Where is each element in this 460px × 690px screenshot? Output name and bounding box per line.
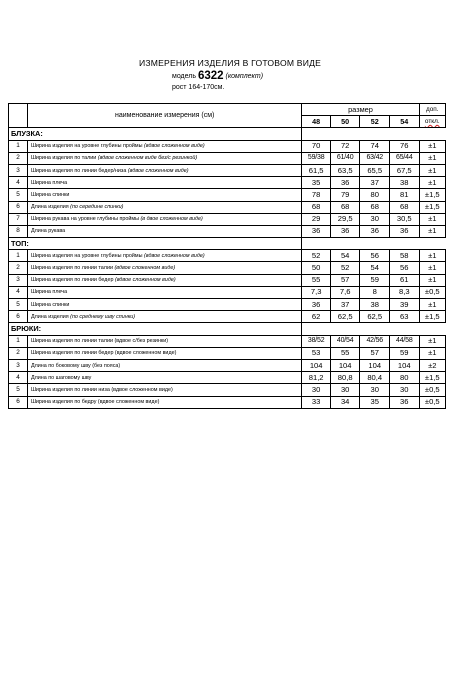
row-number: 3	[9, 164, 28, 176]
measurement-name	[27, 262, 301, 274]
table-row	[9, 164, 446, 176]
header-dop-cell: доп.	[419, 104, 445, 116]
value-cell: 30	[360, 213, 390, 225]
section-title: ТОП:	[9, 238, 302, 250]
value-cell: 52	[330, 262, 360, 274]
measurement-name	[27, 347, 301, 359]
empty-cell	[360, 323, 390, 335]
model-prefix: модель	[172, 73, 197, 80]
value-cell: 36	[302, 225, 330, 237]
row-number: 1	[9, 140, 28, 152]
value-cell: 8	[360, 286, 390, 298]
tolerance-cell: ±1,5	[419, 189, 445, 201]
measurement-label: Ширина плеча	[30, 179, 68, 186]
value-cell: 57	[360, 347, 390, 359]
value-cell: 54	[330, 250, 360, 262]
measurement-label: Ширина изделия на уровне глубины проймы	[30, 143, 144, 150]
size-cell: 52	[360, 116, 390, 128]
measurement-note: (вдвое сложенном виде)	[143, 143, 205, 150]
value-cell: 44/58	[389, 335, 419, 347]
measurement-label: Ширина изделия по линии низа (вдвое сложенном виде)	[30, 386, 173, 393]
value-cell: 56	[360, 250, 390, 262]
value-cell: 80	[360, 189, 390, 201]
measurement-label: Ширина спинки	[30, 301, 70, 308]
value-cell: 70	[302, 140, 330, 152]
tolerance-cell: ±0,5	[419, 384, 445, 396]
value-cell: 61	[389, 274, 419, 286]
table-row	[9, 140, 446, 152]
value-cell: 30	[389, 384, 419, 396]
table-row	[9, 201, 446, 213]
value-cell: 29,5	[330, 213, 360, 225]
tolerance-cell: ±1	[419, 335, 445, 347]
tolerance-cell: ±1	[419, 274, 445, 286]
value-cell: 55	[302, 274, 330, 286]
measurement-name	[27, 213, 301, 225]
value-cell: 59	[389, 347, 419, 359]
row-number: 8	[9, 225, 28, 237]
measurement-note: (вдвое сложенном виде)	[143, 252, 205, 259]
model-number: 6322	[197, 70, 224, 82]
tolerance-cell: ±0,5	[419, 286, 445, 298]
value-cell: 36	[330, 225, 360, 237]
otkl-label: откл.	[424, 117, 440, 125]
value-cell: 37	[360, 177, 390, 189]
measurement-note: (по среднему шву спинки)	[70, 313, 136, 320]
row-number: 2	[9, 262, 28, 274]
row-number: 1	[9, 250, 28, 262]
value-cell: 104	[330, 359, 360, 371]
value-cell: 33	[302, 396, 330, 408]
row-number: 7	[9, 213, 28, 225]
empty-cell	[302, 323, 330, 335]
measurement-name	[27, 286, 301, 298]
value-cell: 80	[389, 372, 419, 384]
value-cell: 68	[330, 201, 360, 213]
measurement-label: Длина рукава	[30, 228, 66, 235]
empty-cell	[330, 323, 360, 335]
measurement-label: Ширина изделия по линии талии (вдвое с/без резинки)	[30, 338, 169, 345]
tolerance-cell: ±1,5	[419, 201, 445, 213]
value-cell: 63	[389, 311, 419, 323]
measurement-note: (в двое сложенном виде)	[140, 216, 203, 223]
value-cell: 7,6	[330, 286, 360, 298]
value-cell: 80,4	[360, 372, 390, 384]
measurement-label: Ширина изделия по талии	[30, 155, 98, 162]
value-cell: 30,5	[389, 213, 419, 225]
measurement-label: Длина изделия	[30, 204, 71, 211]
measurement-note: (вдвое сложенном виде без/с резинкой)	[97, 155, 198, 162]
value-cell: 42/56	[360, 335, 390, 347]
value-cell: 65,5	[360, 164, 390, 176]
value-cell: 72	[330, 140, 360, 152]
tolerance-cell: ±1	[419, 213, 445, 225]
measurement-name	[27, 372, 301, 384]
value-cell: 8,3	[389, 286, 419, 298]
row-number: 4	[9, 286, 28, 298]
measurement-label: Ширина изделия по линии бедер/низа	[30, 167, 128, 174]
row-number: 3	[9, 359, 28, 371]
empty-cell	[419, 128, 445, 140]
tolerance-cell: ±2	[419, 359, 445, 371]
table-row	[9, 311, 446, 323]
measurement-name	[27, 189, 301, 201]
value-cell: 80,8	[330, 372, 360, 384]
table-header-row	[9, 104, 446, 116]
empty-cell	[389, 323, 419, 335]
tolerance-cell: ±1	[419, 250, 445, 262]
tolerance-cell: ±1	[419, 225, 445, 237]
value-cell: 36	[389, 225, 419, 237]
value-cell: 29	[302, 213, 330, 225]
model-suffix: (комплект)	[225, 73, 264, 80]
measurement-note: (вдвое сложенном виде)	[127, 167, 189, 174]
measurement-name	[27, 335, 301, 347]
value-cell: 36	[302, 299, 330, 311]
tolerance-cell: ±1	[419, 347, 445, 359]
value-cell: 76	[389, 140, 419, 152]
measurement-name	[27, 311, 301, 323]
table-row	[9, 250, 446, 262]
empty-cell	[302, 238, 330, 250]
table-row	[9, 262, 446, 274]
tolerance-cell: ±1	[419, 140, 445, 152]
value-cell: 53	[302, 347, 330, 359]
table-row	[9, 359, 446, 371]
value-cell: 68	[302, 201, 330, 213]
tolerance-cell: ±1	[419, 152, 445, 164]
value-cell: 81	[389, 189, 419, 201]
measurement-label: Ширина рукава на уровне глубины проймы	[30, 216, 141, 223]
row-number: 6	[9, 201, 28, 213]
header-name-cell: наименование измерения (см)	[27, 104, 301, 128]
table-row	[9, 396, 446, 408]
value-cell: 37	[330, 299, 360, 311]
value-cell: 36	[360, 225, 390, 237]
measurement-name	[27, 384, 301, 396]
measurement-note: (вдвое сложенном виде)	[114, 277, 176, 284]
table-row	[9, 274, 446, 286]
value-cell: 62,5	[330, 311, 360, 323]
tolerance-cell: ±1	[419, 164, 445, 176]
value-cell: 7,3	[302, 286, 330, 298]
tolerance-cell: ±1	[419, 262, 445, 274]
value-cell: 52	[302, 250, 330, 262]
measurement-label: Длина изделия	[30, 313, 71, 320]
value-cell: 104	[360, 359, 390, 371]
value-cell: 58	[389, 250, 419, 262]
value-cell: 30	[330, 384, 360, 396]
tolerance-cell: ±1,5	[419, 372, 445, 384]
table-row	[9, 152, 446, 164]
measurements-table	[8, 103, 446, 409]
empty-cell	[419, 238, 445, 250]
value-cell: 38	[360, 299, 390, 311]
value-cell: 50	[302, 262, 330, 274]
measurement-name	[27, 250, 301, 262]
row-number: 4	[9, 372, 28, 384]
table-row	[9, 213, 446, 225]
value-cell: 30	[302, 384, 330, 396]
measurement-label: Длина по боковому шву (без пояса)	[30, 362, 121, 369]
measurement-label: Ширина изделия по бедру (вдвое сложенном виде)	[30, 399, 160, 406]
section-row	[9, 238, 446, 250]
value-cell: 38/52	[302, 335, 330, 347]
tolerance-cell: ±1	[419, 299, 445, 311]
value-cell: 104	[389, 359, 419, 371]
empty-cell	[330, 128, 360, 140]
header-size-cell: размер	[302, 104, 419, 116]
empty-cell	[302, 128, 330, 140]
measurement-name	[27, 359, 301, 371]
empty-cell	[360, 238, 390, 250]
value-cell: 57	[330, 274, 360, 286]
measurement-note: (по середине спинки)	[70, 204, 124, 211]
section-row	[9, 323, 446, 335]
document-title: ИЗМЕРЕНИЯ ИЗДЕЛИЯ В ГОТОВОМ ВИДЕ	[138, 58, 322, 68]
value-cell: 35	[302, 177, 330, 189]
value-cell: 81,2	[302, 372, 330, 384]
section-row	[9, 128, 446, 140]
measurement-name	[27, 164, 301, 176]
row-number: 2	[9, 347, 28, 359]
measurement-name	[27, 177, 301, 189]
measurement-label: Ширина спинки	[30, 191, 70, 198]
value-cell: 34	[330, 396, 360, 408]
measurement-label: Ширина изделия по линии бедер (вдвое сложенном виде)	[30, 350, 177, 357]
value-cell: 74	[360, 140, 390, 152]
header-otkl-cell	[419, 116, 445, 128]
size-cell: 54	[389, 116, 419, 128]
header-number-cell	[9, 104, 28, 128]
value-cell: 68	[389, 201, 419, 213]
measurement-label: Ширина изделия на уровне глубины проймы	[30, 252, 144, 259]
empty-cell	[330, 238, 360, 250]
measurement-name	[27, 201, 301, 213]
model-line	[172, 70, 263, 82]
value-cell: 35	[360, 396, 390, 408]
row-number: 3	[9, 274, 28, 286]
measurement-name	[27, 396, 301, 408]
value-cell: 38	[389, 177, 419, 189]
row-number: 1	[9, 335, 28, 347]
value-cell: 63,5	[330, 164, 360, 176]
row-number: 4	[9, 177, 28, 189]
row-number: 5	[9, 189, 28, 201]
measurement-name	[27, 225, 301, 237]
value-cell: 78	[302, 189, 330, 201]
value-cell: 36	[330, 177, 360, 189]
table-row	[9, 189, 446, 201]
table-row	[9, 372, 446, 384]
table-row	[9, 335, 446, 347]
measurement-name	[27, 299, 301, 311]
tolerance-cell: ±1,5	[419, 311, 445, 323]
value-cell: 55	[330, 347, 360, 359]
value-cell: 79	[330, 189, 360, 201]
value-cell: 40/54	[330, 335, 360, 347]
value-cell: 65/44	[389, 152, 419, 164]
value-cell: 61,5	[302, 164, 330, 176]
table-row	[9, 384, 446, 396]
measurement-label: Ширина плеча	[30, 289, 68, 296]
value-cell: 67,5	[389, 164, 419, 176]
row-number: 6	[9, 311, 28, 323]
measurement-label: Длина по шаговому шву	[30, 374, 92, 381]
value-cell: 62,5	[360, 311, 390, 323]
height-line: рост 164-170см.	[172, 84, 225, 91]
value-cell: 63/42	[360, 152, 390, 164]
value-cell: 59	[360, 274, 390, 286]
value-cell: 61/40	[330, 152, 360, 164]
value-cell: 36	[389, 396, 419, 408]
tolerance-cell: ±1	[419, 177, 445, 189]
table-row	[9, 347, 446, 359]
value-cell: 39	[389, 299, 419, 311]
value-cell: 54	[360, 262, 390, 274]
row-number: 6	[9, 396, 28, 408]
size-cell: 50	[330, 116, 360, 128]
section-title: БЛУЗКА:	[9, 128, 302, 140]
row-number: 2	[9, 152, 28, 164]
table-row	[9, 225, 446, 237]
table-row	[9, 286, 446, 298]
empty-cell	[389, 128, 419, 140]
measurement-note: (вдвое сложенном виде)	[114, 265, 176, 272]
measurement-label: Ширина изделия по линии талии	[30, 265, 115, 272]
value-cell: 59/38	[302, 152, 330, 164]
value-cell: 56	[389, 262, 419, 274]
value-cell: 104	[302, 359, 330, 371]
table-row	[9, 299, 446, 311]
empty-cell	[360, 128, 390, 140]
value-cell: 68	[360, 201, 390, 213]
row-number: 5	[9, 299, 28, 311]
measurement-name	[27, 152, 301, 164]
empty-cell	[419, 323, 445, 335]
measurement-name	[27, 140, 301, 152]
measurement-name	[27, 274, 301, 286]
measurement-label: Ширина изделия по линии бедер	[30, 277, 115, 284]
row-number: 5	[9, 384, 28, 396]
size-cell: 48	[302, 116, 330, 128]
value-cell: 62	[302, 311, 330, 323]
table-row	[9, 177, 446, 189]
section-title: БРЮКИ:	[9, 323, 302, 335]
tolerance-cell: ±0,5	[419, 396, 445, 408]
value-cell: 30	[360, 384, 390, 396]
empty-cell	[389, 238, 419, 250]
